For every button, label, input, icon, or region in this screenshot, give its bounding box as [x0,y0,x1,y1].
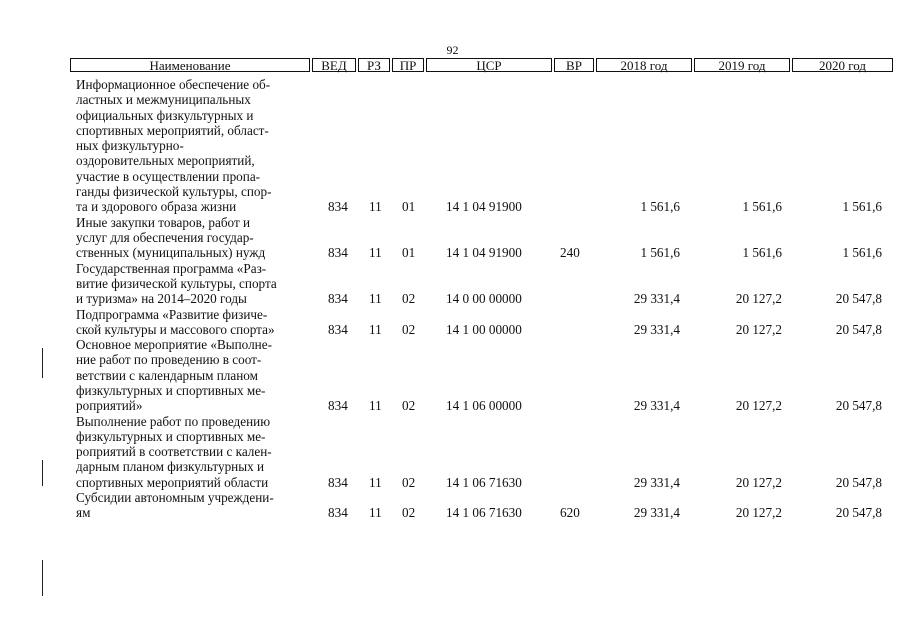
row-name-line: спортивных мероприятий, област- [76,122,269,138]
ved-cell: 834 [328,505,348,521]
header-rz: РЗ [358,58,390,72]
row-name-line: дарным планом физкультурных и [76,459,265,475]
value-2020: 20 547,8 [835,505,882,521]
row-name-line: роприятий» [76,398,143,414]
row-name-line: ластных и межмуниципальных [76,92,251,108]
row-name-line: спортивных мероприятий области [76,474,269,490]
pr-cell: 01 [402,245,416,261]
ved-cell: 834 [328,245,348,261]
header-name: Наименование [70,58,310,72]
value-2018: 29 331,4 [633,398,680,414]
pr-cell: 02 [402,398,416,414]
ved-cell: 834 [328,321,348,337]
row-name-line: участие в осуществлении пропа- [76,168,261,184]
row-name-line: и туризма» на 2014–2020 годы [76,291,247,307]
row-name-line: Основное мероприятие «Выполне- [76,337,272,353]
csr-cell: 14 1 04 91900 [446,245,522,261]
csr-cell: 14 1 04 91900 [446,199,522,215]
header-2018: 2018 год [596,58,692,72]
header-2020: 2020 год [792,58,893,72]
row-name-line: витие физической культуры, спорта [76,275,277,291]
row-name-line: официальных физкультурных и [76,107,254,123]
pr-cell: 02 [402,505,416,521]
table-header [70,58,893,74]
pr-cell: 02 [402,291,416,307]
header-vr: ВР [554,58,594,72]
row-name-line: та и здорового образа жизни [76,199,237,215]
value-2019: 1 561,6 [742,199,782,215]
row-name-line: ственных (муниципальных) нужд [76,245,266,261]
row-name [76,490,316,521]
page-number: 92 [446,43,459,57]
value-2018: 1 561,6 [640,199,680,215]
value-2019: 20 127,2 [735,505,782,521]
value-2019: 20 127,2 [735,398,782,414]
row-name [76,215,316,261]
row-name [76,414,316,490]
value-2019: 20 127,2 [735,291,782,307]
row-name-line: ных физкультурно- [76,138,184,154]
rz-cell: 11 [369,199,382,215]
value-2019: 20 127,2 [735,474,782,490]
value-2020: 1 561,6 [842,199,882,215]
value-2018: 29 331,4 [633,474,680,490]
row-name-line: ние работ по проведению в соот- [76,352,262,368]
pr-cell: 02 [402,474,416,490]
row-name-line: ганды физической культуры, спор- [76,184,272,200]
row-name [76,261,316,307]
row-name-line: Информационное обеспечение об- [76,77,271,92]
value-2018: 29 331,4 [633,321,680,337]
row-name-line: роприятий в соответствии с кален- [76,444,272,460]
row-name-line: Выполнение работ по проведению [76,413,271,429]
csr-cell: 14 1 06 71630 [446,505,522,521]
value-2018: 29 331,4 [633,291,680,307]
row-name-line: Иные закупки товаров, работ и [76,214,251,230]
scan-mark [42,560,43,596]
row-name-line: физкультурных и спортивных ме- [76,382,266,398]
value-2019: 1 561,6 [742,245,782,261]
rz-cell: 11 [369,474,382,490]
csr-cell: 14 1 00 00000 [446,321,522,337]
value-2020: 20 547,8 [835,321,882,337]
ved-cell: 834 [328,199,348,215]
value-2018: 1 561,6 [640,245,680,261]
row-name-line: оздоровительных мероприятий, [76,153,255,169]
ved-cell: 834 [328,398,348,414]
value-2020: 20 547,8 [835,291,882,307]
scan-mark [42,460,43,486]
rz-cell: 11 [369,245,382,261]
pr-cell: 01 [402,199,416,215]
row-name [76,77,316,215]
row-name-line: физкультурных и спортивных ме- [76,428,266,444]
header-2019: 2019 год [694,58,790,72]
vr-cell: 240 [560,245,580,261]
value-2020: 20 547,8 [835,398,882,414]
row-name [76,307,316,338]
ved-cell: 834 [328,474,348,490]
row-name [76,337,316,413]
row-name-line: Государственная программа «Раз- [76,260,267,276]
header-pr: ПР [392,58,424,72]
value-2020: 1 561,6 [842,245,882,261]
row-name-line: Субсидии автономным учреждени- [76,490,274,506]
csr-cell: 14 1 06 71630 [446,474,522,490]
row-name-line: Подпрограмма «Развитие физиче- [76,306,268,322]
header-ved: ВЕД [312,58,356,72]
value-2019: 20 127,2 [735,321,782,337]
vr-cell: 620 [560,505,580,521]
rz-cell: 11 [369,291,382,307]
ved-cell: 834 [328,291,348,307]
row-name-line: ям [76,505,91,521]
rz-cell: 11 [369,398,382,414]
pr-cell: 02 [402,321,416,337]
rz-cell: 11 [369,321,382,337]
csr-cell: 14 1 06 00000 [446,398,522,414]
scan-mark [42,348,43,378]
row-name-line: ской культуры и массового спорта» [76,321,275,337]
row-name-line: ветствии с календарным планом [76,367,258,383]
value-2018: 29 331,4 [633,505,680,521]
row-name-line: услуг для обеспечения государ- [76,229,254,245]
csr-cell: 14 0 00 00000 [446,291,522,307]
value-2020: 20 547,8 [835,474,882,490]
rz-cell: 11 [369,505,382,521]
header-csr: ЦСР [426,58,552,72]
